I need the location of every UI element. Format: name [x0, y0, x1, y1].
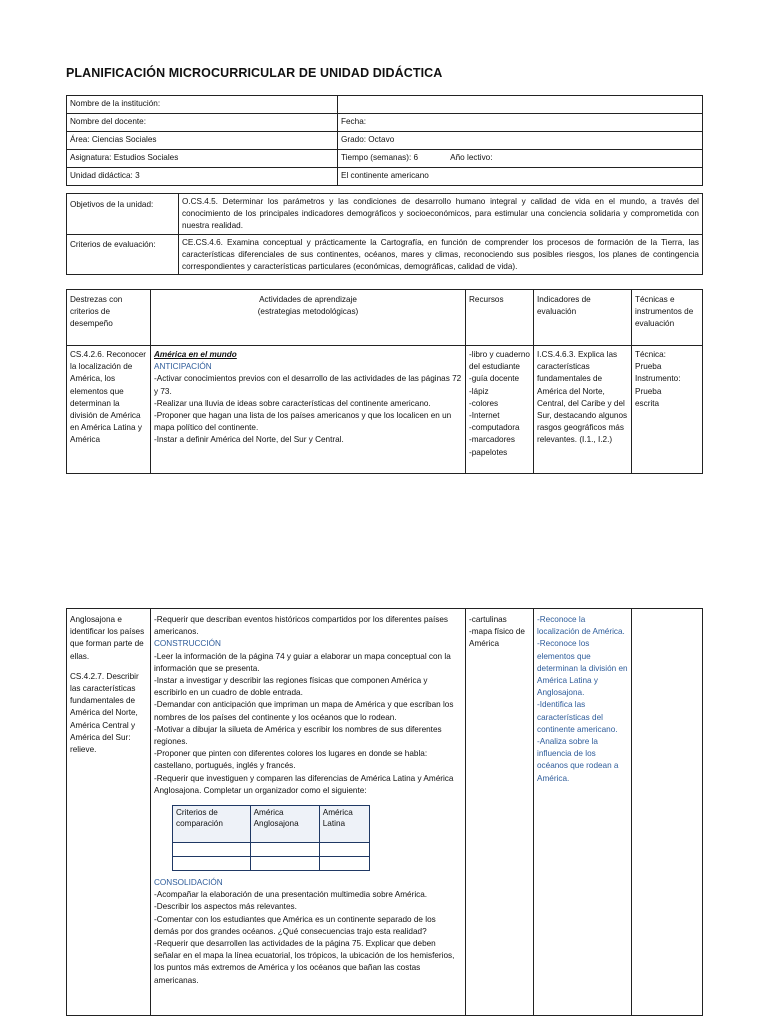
row1-resource: -computadora: [469, 423, 520, 433]
row1-tecnica-line: Instrumento:: [635, 374, 681, 384]
header-indicadores: Indicadores de evaluación: [534, 290, 632, 346]
row1-resource: -Internet: [469, 411, 500, 421]
institution-label: Nombre de la institución:: [67, 96, 338, 114]
row1-activity-item: -Proponer que hagan una lista de los países americanos y que los localicen en un mapa político del continente.: [154, 411, 452, 433]
row2-recursos: [466, 609, 534, 1016]
organizer-cell: [173, 857, 251, 871]
row1-activity-item: -Activar conocimientos previos con el desarrollo de las actividades de las páginas 72 y 73.: [154, 374, 462, 396]
objectives-text: O.CS.4.5. Determinar los parámetros y las condiciones de desarrollo humano integral y calidad de vida en el mundo, a través del conocimiento de los principales indicadores demográficos y socioeconómicos, para estimular una conciencia solidaria y comprometida con nuestra realidad.: [179, 194, 703, 235]
row2-destreza: [67, 609, 151, 1016]
row2-resource: -cartulinas: [469, 615, 507, 624]
row1-activity-title: América en el mundo: [154, 350, 237, 359]
organizer-header: América Latina: [319, 806, 369, 843]
row2-activity-item: -Motivar a dibujar la silueta de América y escribir los nombres de sus diferentes regiones.: [154, 724, 442, 747]
objectives-label: Objetivos de la unidad:: [67, 194, 179, 235]
row2-destreza-part1: Anglosajona e identificar los países que forman parte de ellas.: [70, 615, 145, 661]
organizer-header: Criterios de comparación: [173, 806, 251, 843]
header-destrezas: Destrezas con criterios de desempeño: [67, 290, 151, 346]
row1-tecnica-line: escrita: [635, 398, 660, 408]
header-tecnicas: Técnicas e instrumentos de evaluación: [632, 290, 703, 346]
criteria-text: CE.CS.4.6. Examina conceptual y prácticamente la Cartografía, en función de comprender los procesos de formación de la Tierra, las características diferenciales de sus continentes, océanos, mares y climas, reconociendo sus posibles riesgos, los planes de contingencia correspondientes y características particulares (económicas, demográficas, calidad de vida).: [179, 234, 703, 275]
time-label: Tiempo (semanas): 6: [341, 153, 419, 162]
info-table: [66, 95, 703, 186]
row2-activity-item: -Instar a investigar y describir las regiones físicas que componen América y escribirlo en un cuadro de doble entrada.: [154, 676, 428, 698]
organizer-cell: [250, 857, 319, 871]
row1-phase-anticipacion: ANTICIPACIÓN: [154, 362, 212, 372]
row2-activity-item: -Describir los aspectos más relevantes.: [154, 902, 297, 912]
row2-indicator: -Reconoce los elementos que determinan la división en América Latina y Anglosajona.: [537, 639, 628, 698]
row2-indicadores: [534, 609, 632, 1016]
row1-tecnica-line: Prueba: [635, 362, 662, 372]
row1-activity-item: -Instar a definir América del Norte, del Sur y Central.: [154, 435, 344, 445]
school-year-label: Año lectivo:: [450, 153, 493, 162]
row2-activity-item: -Acompañar la elaboración de una presentación multimedia sobre América.: [154, 890, 428, 900]
row1-tecnica-line: Prueba: [635, 386, 662, 396]
subject-label: Asignatura: Estudios Sociales: [67, 150, 338, 168]
area-label: Área: Ciencias Sociales: [67, 132, 338, 150]
organizer-cell: [319, 857, 369, 871]
row1-resource: -papelotes: [469, 447, 508, 457]
row1-destreza: CS.4.2.6. Reconocer la localización de América, los elementos que determinan la división de América en América Latina y América: [67, 346, 151, 474]
row2-activity-item: -Leer la información de la página 74 y guiar a elaborar un mapa conceptual con la información que se presenta.: [154, 651, 451, 673]
row1-activity-item: -Realizar una lluvia de ideas sobre características del continente americano.: [154, 398, 431, 408]
row1-resource: -libro y cuaderno del estudiante: [469, 350, 530, 372]
header-actividades-line1: Actividades de aprendizaje: [259, 295, 357, 304]
organizer-cell: [319, 843, 369, 857]
header-actividades-line2: (estrategias metodológicas): [257, 307, 359, 317]
organizer-cell: [250, 843, 319, 857]
row1-resource: -guía docente: [469, 374, 520, 384]
grade-label: Grado: Octavo: [338, 132, 703, 150]
row2-activity-item: -Requerir que desarrollen las actividades de la página 75. Explicar que deben señalar en el mapa la línea ecuatorial, los trópicos, la ubicación de los hemisferios, los puntos más extremos de América y los océanos que bañan las costas americanas.: [154, 939, 455, 985]
row1-recursos: [466, 346, 534, 474]
row2-resource: -mapa físico de América: [469, 627, 525, 649]
unit-name: El continente americano: [338, 168, 703, 186]
row1-resource: -lápiz: [469, 386, 489, 396]
objectives-table: [66, 193, 703, 275]
row2-destreza-part2: CS.4.2.7. Describir las características fundamentales de América del Norte, América Central y América del Sur: relieve.: [70, 671, 139, 755]
row2-indicator: -Reconoce la localización de América.: [537, 615, 625, 637]
row1-actividades: [151, 346, 466, 474]
criteria-label: Criterios de evaluación:: [67, 234, 179, 275]
row1-resource: -colores: [469, 398, 499, 408]
row2-activity-item: -Proponer que pinten con diferentes colores los lugares en donde se habla: castellano, portugués, inglés y francés.: [154, 749, 428, 771]
row2-tecnica: [632, 609, 703, 1016]
row2-indicator: -Analiza sobre la influencia de los océanos que rodean a América.: [537, 737, 619, 783]
organizer-header: América Anglosajona: [250, 806, 319, 843]
row2-activity-item: -Comentar con los estudiantes que América es un continente separado de los demás por dos grandes océanos. ¿Qué consecuencias trajo esta realidad?: [154, 914, 436, 936]
header-recursos: Recursos: [466, 290, 534, 346]
row2-phase-construccion: CONSTRUCCIÓN: [154, 639, 221, 649]
date-label: Fecha:: [338, 114, 703, 132]
planning-table-continued: [66, 608, 703, 1016]
document-title: PLANIFICACIÓN MICROCURRICULAR DE UNIDAD DIDÁCTICA: [66, 66, 443, 80]
institution-value: [338, 96, 703, 114]
row2-activity-intro: -Requerir que describan eventos históricos compartidos por los diferentes países americanos.: [154, 615, 448, 637]
row2-activity-item: -Requerir que investiguen y comparen las diferencias de América Latina y América Anglosajona. Completar un organizador como el siguiente:: [154, 773, 454, 795]
row1-resource: -marcadores: [469, 435, 515, 445]
row1-tecnica-line: Técnica:: [635, 350, 666, 359]
comparison-organizer: [172, 805, 370, 871]
organizer-cell: [173, 843, 251, 857]
row2-actividades: [151, 609, 466, 1016]
row1-indicador: I.CS.4.6.3. Explica las características fundamentales de América del Norte, Central, del Caribe y del Sur, destacando algunos rasgos geográficos más relevantes. (I.1., I.2.): [534, 346, 632, 474]
row2-phase-consolidacion: CONSOLIDACIÓN: [154, 878, 223, 888]
row2-activity-item: -Demandar con anticipación que impriman un mapa de América y que escriban los nombres de los países del continente y los océanos que lo rodean.: [154, 700, 454, 722]
planning-table: [66, 289, 703, 474]
row2-indicator: -Identifica las características del continente americano.: [537, 700, 618, 734]
teacher-label: Nombre del docente:: [67, 114, 338, 132]
header-actividades: [151, 290, 466, 346]
time-cell: [338, 150, 703, 168]
row1-tecnica: [632, 346, 703, 474]
unit-label: Unidad didáctica: 3: [67, 168, 338, 186]
